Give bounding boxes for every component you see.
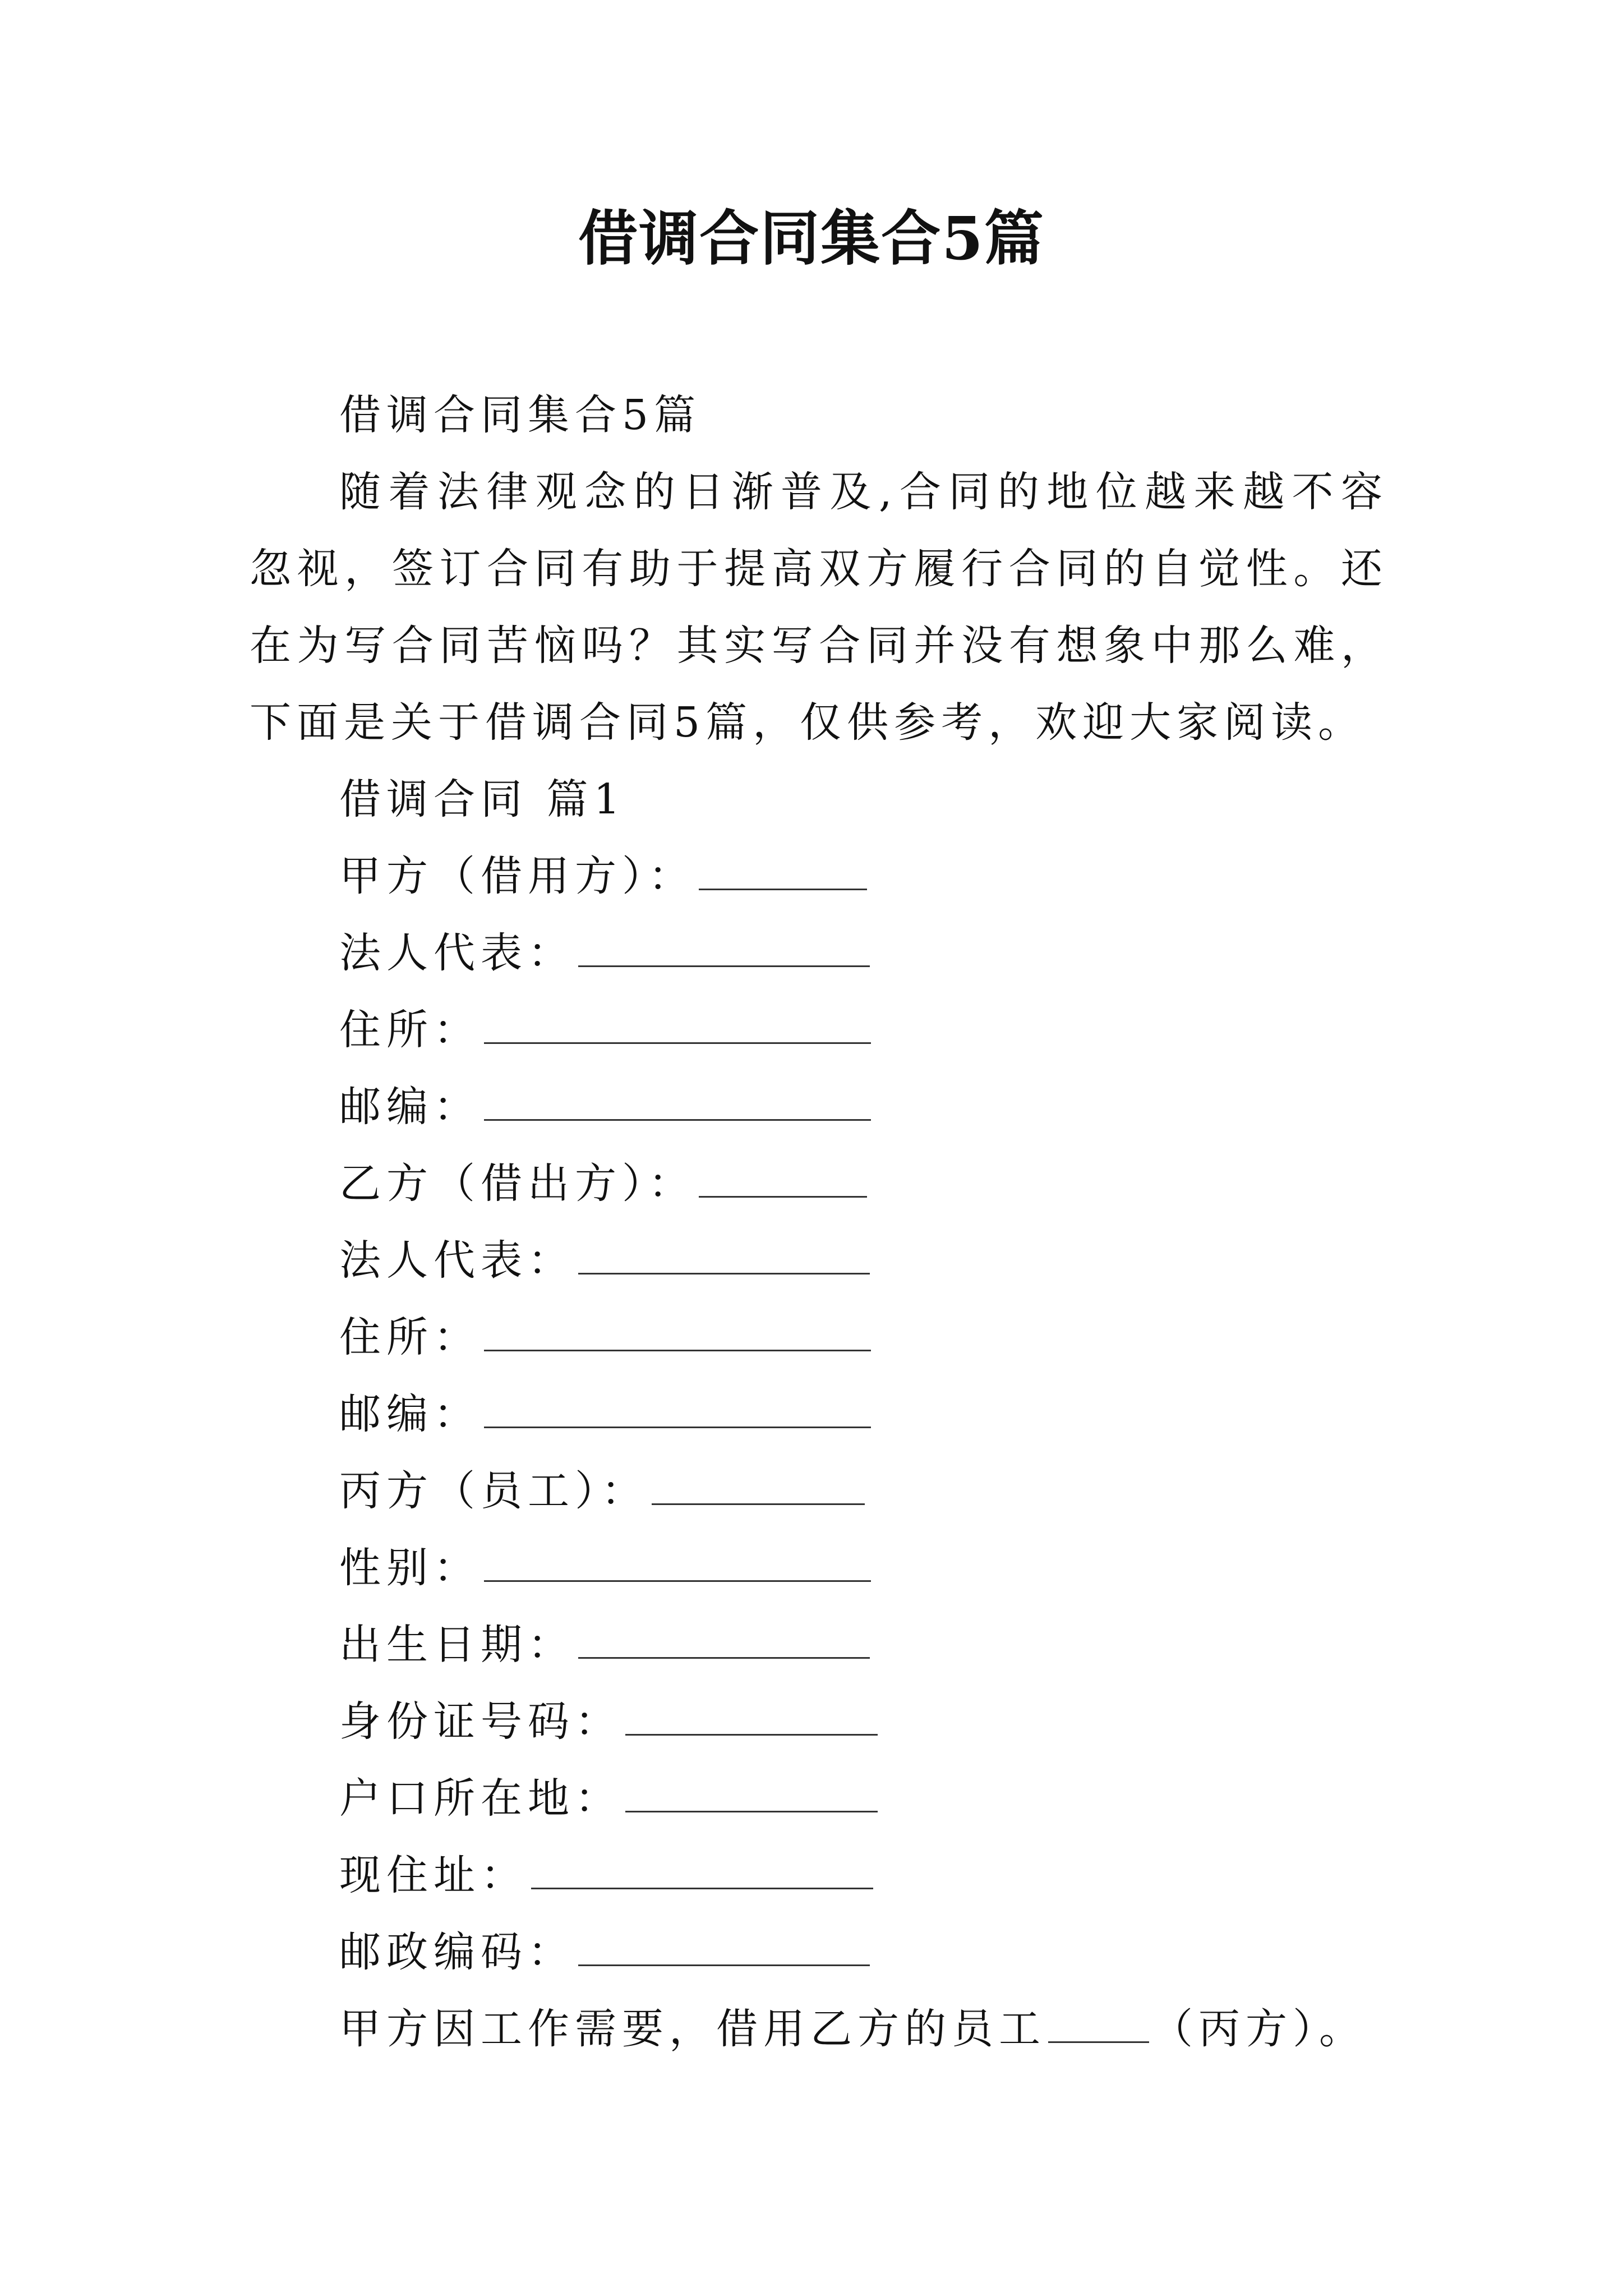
field-blank <box>578 1239 870 1274</box>
field-label: 住所： <box>339 1313 481 1361</box>
field-blank <box>578 932 870 967</box>
field-blank <box>484 1393 871 1428</box>
field-blank <box>578 1623 870 1659</box>
field-label: 出生日期： <box>339 1621 575 1669</box>
field-label: 住所： <box>339 1006 481 1054</box>
field-row <box>250 1376 1388 1453</box>
field-label: 乙方（借出方）： <box>339 1159 695 1208</box>
field-label: 丙方（员工）： <box>339 1467 648 1515</box>
field-row <box>250 1683 1388 1760</box>
field-row <box>250 838 1388 915</box>
field-row <box>250 1453 1388 1530</box>
field-row <box>250 1914 1388 1991</box>
field-label: 法人代表： <box>339 1236 575 1285</box>
field-blank <box>484 1009 871 1044</box>
field-label: 身份证号码： <box>339 1697 622 1746</box>
field-blank <box>652 1470 865 1505</box>
field-row <box>250 915 1388 992</box>
field-row <box>250 1530 1388 1607</box>
field-row <box>250 1760 1388 1837</box>
field-blank <box>531 1854 873 1889</box>
field-row <box>250 1837 1388 1914</box>
closing-text-end: （丙方）。 <box>1151 2005 1366 2053</box>
field-blank <box>578 1931 870 1966</box>
field-label: 性别： <box>339 1544 481 1592</box>
field-label: 甲方（借用方）： <box>339 852 695 900</box>
document-subtitle: 借调合同集合5篇 <box>339 391 702 439</box>
closing-line <box>250 1991 1388 2068</box>
section-heading: 借调合同 篇1 <box>339 775 626 823</box>
field-blank <box>484 1085 871 1121</box>
document-title: 借调合同集合5篇 <box>578 203 1045 273</box>
field-label: 邮编： <box>339 1083 481 1131</box>
field-row <box>250 1222 1388 1299</box>
field-row <box>250 1607 1388 1683</box>
field-blank <box>625 1700 878 1736</box>
field-row <box>250 1069 1388 1145</box>
field-row <box>250 1145 1388 1222</box>
closing-text: 甲方因工作需要，借用乙方的员工 <box>339 2005 1046 2053</box>
field-row <box>250 1299 1388 1376</box>
document-body <box>250 377 1388 2068</box>
field-blank <box>625 1777 878 1812</box>
field-label: 邮编： <box>339 1390 481 1438</box>
field-label: 户口所在地： <box>339 1774 622 1823</box>
field-label: 邮政编码： <box>339 1928 575 1976</box>
field-blank <box>484 1316 871 1351</box>
field-row <box>250 992 1388 1069</box>
intro-paragraph: 随着法律观念的日渐普及,合同的地位越来越不容忽视，签订合同有助于提高双方履行合同的自觉性。还在为写合同苦恼吗？其实写合同并没有想象中那么难，下面是关于借调合同5篇，仅供参考，欢迎大家阅读。 <box>250 468 1388 747</box>
field-blank <box>484 1547 871 1582</box>
field-blank <box>699 1162 867 1198</box>
closing-blank <box>1048 2008 1149 2043</box>
field-label: 法人代表： <box>339 929 575 977</box>
field-blank <box>699 855 867 890</box>
field-label: 现住址： <box>339 1851 528 1899</box>
